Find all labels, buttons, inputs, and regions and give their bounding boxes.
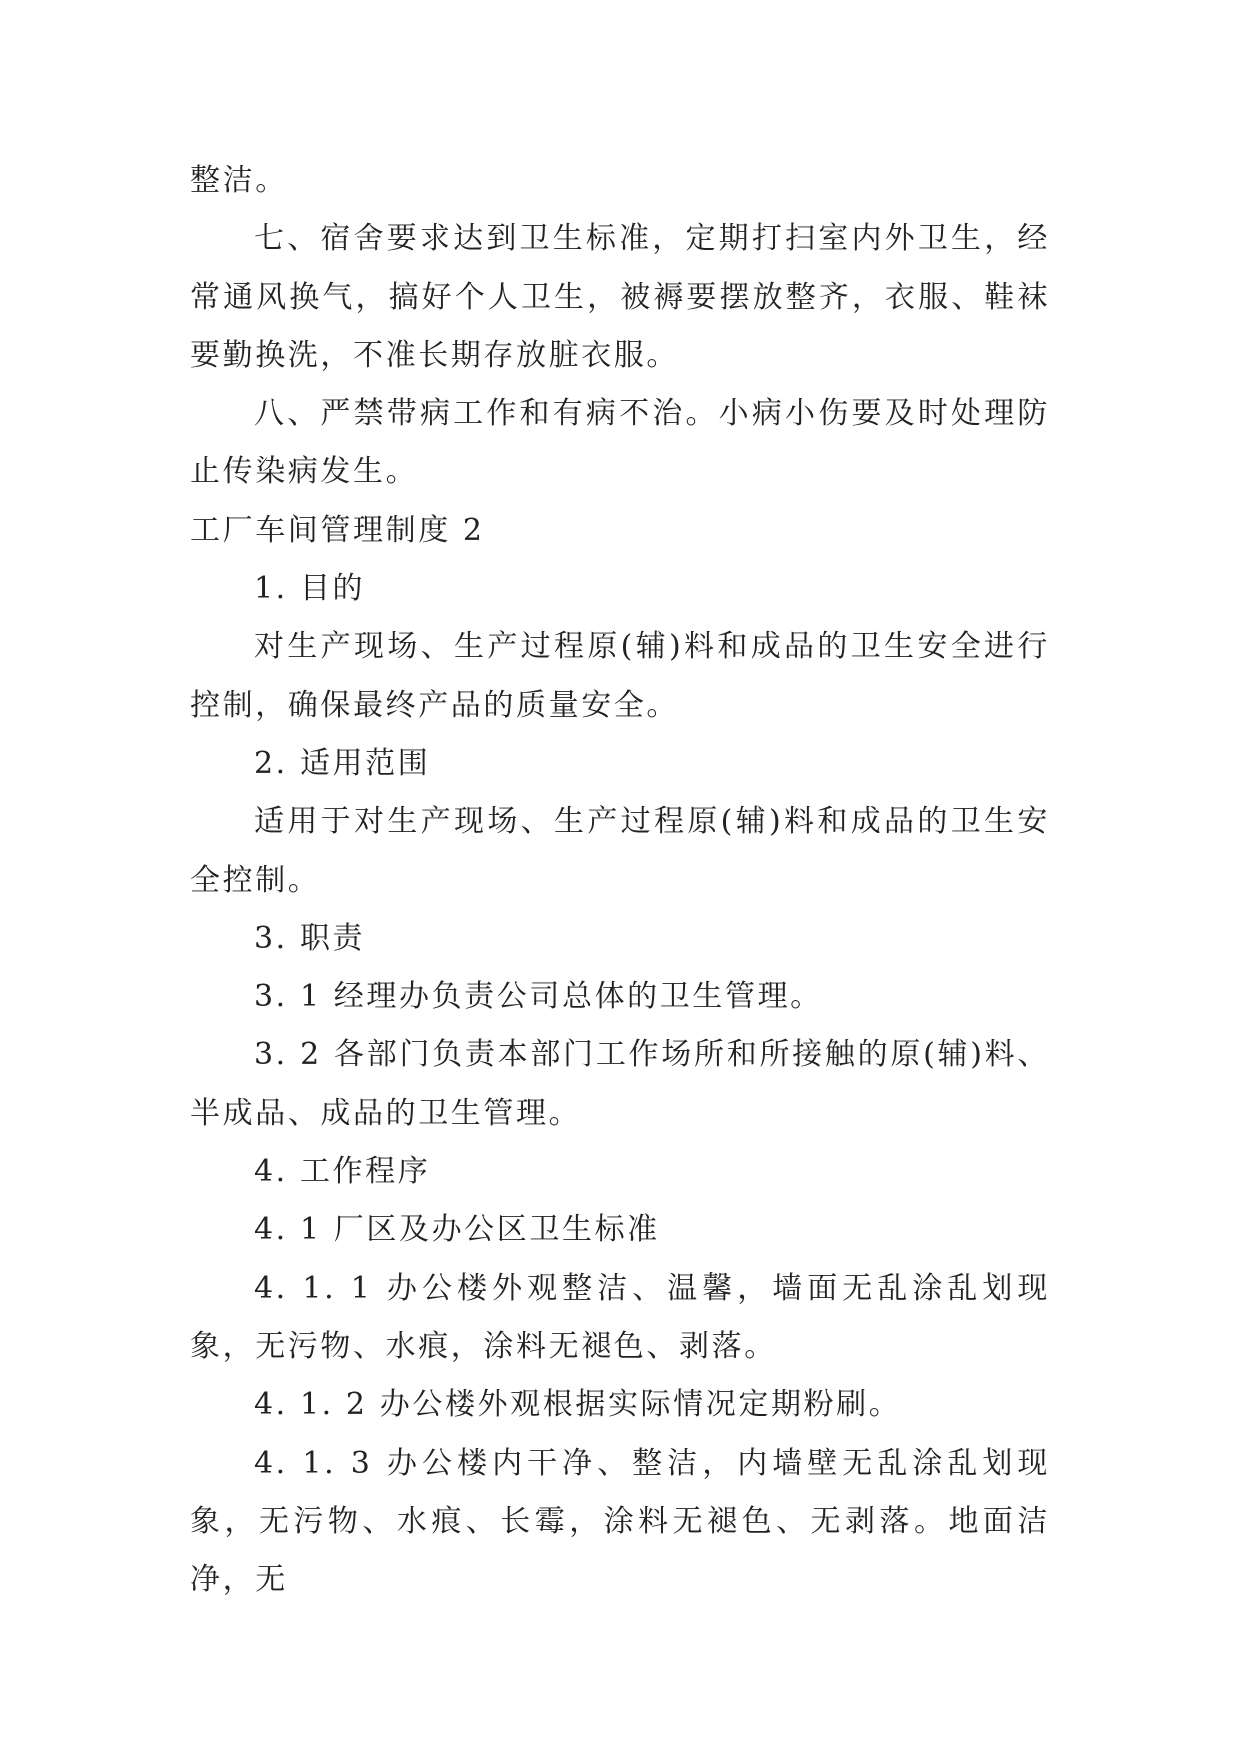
paragraph-4-1-3: 4. 1. 3 办公楼内干净、整洁，内墙壁无乱涂乱划现象，无污物、水痕、长霉，涂料无褪色、无剥落。地面洁净，无 (190, 1445, 1050, 1598)
heading-purpose: 1. 目的 (254, 571, 366, 607)
section-title: 工厂车间管理制度 2 (190, 512, 485, 548)
paragraph-responsibility-3-1: 3. 1 经理办负责公司总体的卫生管理。 (254, 979, 823, 1015)
heading-work-procedure: 4. 工作程序 (254, 1154, 431, 1190)
paragraph-item-8: 八、严禁带病工作和有病不治。小病小伤要及时处理防止传染病发生。 (190, 396, 1050, 490)
paragraph-purpose: 对生产现场、生产过程原(辅)料和成品的卫生安全进行控制，确保最终产品的质量安全。 (190, 629, 1050, 723)
paragraph-item-7: 七、宿舍要求达到卫生标准，定期打扫室内外卫生，经常通风换气，搞好个人卫生，被褥要摆放整齐，衣服、鞋袜要勤换洗，不准长期存放脏衣服。 (190, 221, 1050, 373)
heading-hygiene-standard-4-1: 4. 1 厂区及办公区卫生标准 (254, 1212, 660, 1248)
heading-responsibilities: 3. 职责 (254, 920, 366, 956)
paragraph-scope: 适用于对生产现场、生产过程原(辅)料和成品的卫生安全控制。 (190, 804, 1050, 898)
heading-scope: 2. 适用范围 (254, 745, 431, 781)
paragraph-continuation: 整洁。 (190, 163, 288, 198)
paragraph-responsibility-3-2: 3. 2 各部门负责本部门工作场所和所接触的原(辅)料、半成品、成品的卫生管理。 (190, 1037, 1050, 1131)
document-body (190, 152, 1050, 1609)
paragraph-4-1-2: 4. 1. 2 办公楼外观根据实际情况定期粉刷。 (254, 1387, 902, 1423)
paragraph-4-1-1: 4. 1. 1 办公楼外观整洁、温馨，墙面无乱涂乱划现象，无污物、水痕，涂料无褪色、剥落。 (190, 1270, 1050, 1364)
